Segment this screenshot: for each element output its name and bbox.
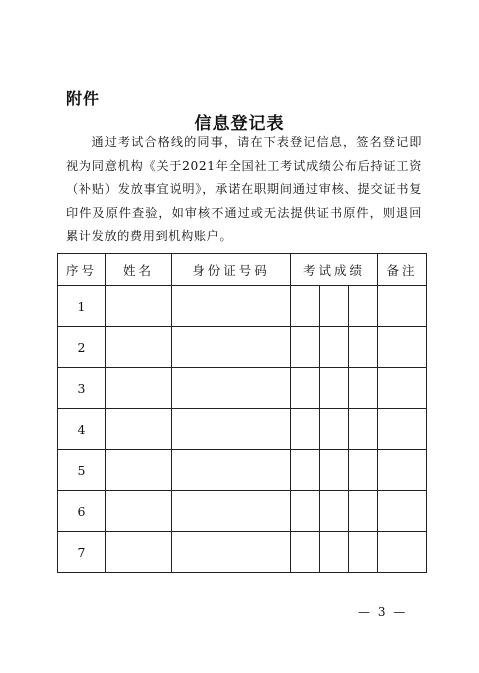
name-cell[interactable]	[106, 286, 172, 327]
name-cell[interactable]	[106, 491, 172, 532]
score-cell[interactable]	[291, 286, 320, 327]
table-header-row	[58, 254, 427, 286]
header-exam-scores: 考试成绩	[291, 254, 378, 286]
name-cell[interactable]	[106, 327, 172, 368]
table-row	[58, 532, 427, 573]
table-row	[58, 286, 427, 327]
score-cell[interactable]	[291, 327, 320, 368]
remarks-cell[interactable]	[378, 286, 427, 327]
id-number-cell[interactable]	[172, 450, 291, 491]
paragraph-text: 通过考试合格线的同事，请在下表登记信息，签名登记即视为同意机构《关于2021年全国社工考试成绩公布后持证工资（补贴）发放事宜说明》，承诺在职期间通过审核、提交证书复印件及原件查验，如审核不通过或无法提供证书原件，则退回累计发放的费用到机构账户。	[66, 135, 422, 243]
score-cell[interactable]	[291, 532, 320, 573]
score-cell[interactable]	[320, 286, 349, 327]
score-cell[interactable]	[349, 532, 378, 573]
score-cell[interactable]	[320, 491, 349, 532]
score-cell[interactable]	[320, 368, 349, 409]
row-index: 5	[58, 450, 106, 491]
score-cell[interactable]	[349, 327, 378, 368]
remarks-cell[interactable]	[378, 532, 427, 573]
header-remarks: 备注	[378, 254, 427, 286]
id-number-cell[interactable]	[172, 368, 291, 409]
table-row	[58, 368, 427, 409]
row-index: 3	[58, 368, 106, 409]
score-cell[interactable]	[291, 491, 320, 532]
score-cell[interactable]	[349, 491, 378, 532]
score-cell[interactable]	[291, 368, 320, 409]
page-number: — 3 —	[358, 605, 408, 619]
registration-table	[57, 253, 427, 573]
table-row	[58, 327, 427, 368]
score-cell[interactable]	[349, 368, 378, 409]
name-cell[interactable]	[106, 450, 172, 491]
form-title: 信息登记表	[194, 114, 285, 134]
name-cell[interactable]	[106, 368, 172, 409]
row-index: 7	[58, 532, 106, 573]
instruction-paragraph	[66, 131, 422, 249]
score-cell[interactable]	[320, 409, 349, 450]
id-number-cell[interactable]	[172, 532, 291, 573]
remarks-cell[interactable]	[378, 491, 427, 532]
table-row	[58, 450, 427, 491]
id-number-cell[interactable]	[172, 327, 291, 368]
header-name: 姓名	[106, 254, 172, 286]
id-number-cell[interactable]	[172, 409, 291, 450]
row-index: 4	[58, 409, 106, 450]
score-cell[interactable]	[320, 327, 349, 368]
id-number-cell[interactable]	[172, 286, 291, 327]
score-cell[interactable]	[291, 409, 320, 450]
score-cell[interactable]	[320, 532, 349, 573]
attachment-label: 附件	[66, 89, 101, 108]
score-cell[interactable]	[349, 409, 378, 450]
remarks-cell[interactable]	[378, 368, 427, 409]
table-body	[58, 286, 427, 573]
table-row	[58, 491, 427, 532]
score-cell[interactable]	[349, 286, 378, 327]
row-index: 6	[58, 491, 106, 532]
remarks-cell[interactable]	[378, 409, 427, 450]
id-number-cell[interactable]	[172, 491, 291, 532]
remarks-cell[interactable]	[378, 327, 427, 368]
remarks-cell[interactable]	[378, 450, 427, 491]
header-index: 序号	[58, 254, 106, 286]
score-cell[interactable]	[291, 450, 320, 491]
name-cell[interactable]	[106, 409, 172, 450]
table-row	[58, 409, 427, 450]
score-cell[interactable]	[349, 450, 378, 491]
row-index: 2	[58, 327, 106, 368]
name-cell[interactable]	[106, 532, 172, 573]
row-index: 1	[58, 286, 106, 327]
header-id-number: 身份证号码	[172, 254, 291, 286]
score-cell[interactable]	[320, 450, 349, 491]
